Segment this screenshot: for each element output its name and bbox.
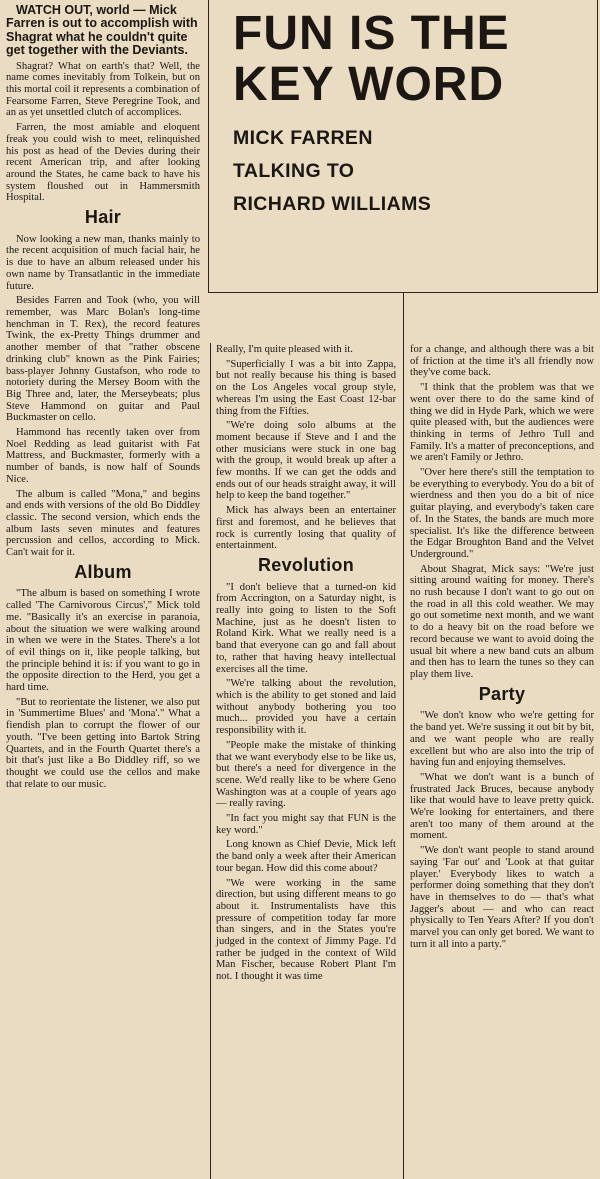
body-paragraph: "We're talking about the revolution, which is the ability to get stoned and laid without anybody bothering you too much... provided you have a certain responsibility with it. (216, 678, 396, 737)
body-paragraph: Besides Farren and Took (who, you will remember, was Marc Bolan's long-time henchman in T. Rex), the record features Twink, the ex-Pretty Things drummer and another member of that "rather obscene drinking club" known as the Pink Fairies; bass-player Johnny Gustafson, who rode to notoriety during the Mersey Boom with the Big Three and, later, the Merseybeats; plus Steve Hammond on guitar and Paul Buckmaster on cello. (6, 295, 200, 424)
byline-line-3: RICHARD WILLIAMS (233, 193, 432, 215)
byline (233, 122, 597, 221)
body-paragraph: "We don't know who we're getting for the band yet. We're sussing it out bit by bit, and we want people who are really excellent but who are also into the trip of having fun and enjoying themselves. (410, 710, 594, 769)
headline (233, 8, 597, 110)
subheading-album: Album (74, 561, 132, 582)
body-paragraph: "People make the mistake of thinking that we want everybody else to be like us, but there's a need for divergence in the scene. We'd really like to be where Geno Washington was at a couple of years ago — really raving. (216, 739, 396, 810)
body-paragraph: "What we don't want is a bunch of frustrated Jack Bruces, because anybody like that would have to leave pretty quick. We're looking for entertainers, and there aren't too many of them around at the moment. (410, 771, 594, 842)
column-rule (210, 343, 211, 1179)
body-paragraph: "The album is based on something I wrote called 'The Carnivorous Circus'," Mick told me. "Basically it's an exercise in paranoia, about the situation we were walking around in when we were in the States. There's a lot of evil things on it, like people talking, but the principle behind it is: if you want to go in the opposite direction to the Herd, you get a hard time. (6, 588, 200, 694)
body-paragraph: About Shagrat, Mick says: "We're just sitting around waiting for money. There's no rush because I don't want to go out on the road in all this cold weather. We may go out sometime next month, and we want to do a heavy bit on the road before we record because we want to avoid doing the usual bit where a new band cuts an album and then has to learn the tunes so they can play them live. (410, 563, 594, 680)
body-paragraph: "We're doing solo albums at the moment because if Steve and I and the other musicians were stuck in one bag with the group, it would break up after a few months. If we can get the odds and ends out of our heads straight away, it will help to keep the band together." (216, 420, 396, 502)
body-paragraph: "In fact you might say that FUN is the key word." (216, 813, 396, 836)
body-paragraph: Now looking a new man, thanks mainly to the recent acquisition of much facial hair, he is due to have an album released under his own name by Transatlantic in the immediate future. (6, 233, 200, 292)
subheading-party: Party (478, 683, 526, 704)
body-paragraph: "Superficially I was a bit into Zappa, but not really because his thing is based on the Los Angeles vocal group style, whereas I'm using the East Coast 12-bar thing from the Fifties. (216, 358, 396, 417)
subheading-revolution: Revolution (258, 554, 354, 575)
body-paragraph: "I think that the problem was that we went over there to do the same kind of thing we did in Hyde Park, which we were quite pleased with, but the audiences were thinking in terms of Jethro Tull and Family. It's a matter of preconceptions, and we aren't Family or Jethro. (410, 382, 594, 464)
column-3 (410, 344, 594, 953)
body-paragraph: The album is called "Mona," and begins and ends with versions of the old Bo Diddley classic. The second version, which ends the album lasts seven minutes and features percussion and cellos, according to Mick. Can't wait for it. (6, 488, 200, 559)
intro-paragraph: Shagrat? What on earth's that? Well, the name comes inevitably from Tolkein, but on this mortal coil it represents a combination of Fearsome Farren, Steve Peregrine Took, and an as yet unsettled clutch of accomplices. (6, 60, 200, 119)
body-paragraph: "We were working in the same direction, but using different means to go about it. Instrumentalists have this pressure of competition today far more than singers, and in the States you're judged in the context of Jimmy Page. I'd rather be judged in the context of Wild Man Fischer, because Robert Plant I'm not. I thought it was time (216, 877, 396, 983)
lead-paragraph: WATCH OUT, world — Mick Farren is out to accomplish with Shagrat what he couldn't quite get together with the Deviants. (6, 3, 198, 58)
subheading-hair: Hair (84, 207, 122, 228)
body-paragraph: Hammond has recently taken over from Noel Redding as lead guitarist with Fat Mattress, and Buckmaster, formerly with a number of bands, is now half of Sounds Nice. (6, 427, 200, 485)
headline-line-1: FUN IS THE (233, 7, 510, 60)
body-paragraph: Long known as Chief Devie, Mick left the band only a week after their American tour began. How did this come about? (216, 839, 396, 874)
body-paragraph: "We don't want people to stand around saying 'Far out' and 'Look at that guitar player.' Everybody likes to watch a performer doing something that they don't have in themselves to do — that's what Jagger's about — and who can react physically to Ten Years After? If you don't marvel you can only get bored. We want to turn it all into a party." (410, 845, 594, 950)
column-1 (6, 4, 200, 793)
body-paragraph: Mick has always been an entertainer first and foremost, and he believes that rock is currently losing that quality of entertainment. (216, 505, 396, 552)
body-paragraph: "Over here there's still the temptation to be everything to everybody. You do a bit of wierdness and then you do a bit of nice guitar playing, and everybody's taken care of. In the States, the bands are much more specialist. It's like the difference between the Edgar Broughton Band and the Velvet Underground." (410, 467, 594, 560)
intro-paragraph: Farren, the most amiable and eloquent freak you could wish to meet, relinquished his post as head of the Devies during their recent American trip, and after looking around the States, he came back to have his system floushed out in Hammersmith Hospital. (6, 122, 200, 204)
body-paragraph: for a change, and although there was a bit of friction at the time it's all friendly now they've come back. (410, 344, 594, 379)
byline-line-2: TALKING TO (233, 160, 355, 182)
byline-line-1: MICK FARREN (233, 127, 373, 149)
column-2 (216, 344, 396, 986)
headline-box (208, 0, 598, 293)
column-rule (403, 293, 404, 1179)
headline-line-2: KEY WORD (233, 58, 505, 111)
body-paragraph: "But to reorientate the listener, we also put in 'Summertime Blues' and 'Mona'." What a fiendish plan to corrupt the flower of our youth. "I've been getting into Bartok String Quartets, and in the Fourth Quartet there's a bit that's just like a Bo Diddley riff, so we thought we could use the cellos and make that relate to our music. (6, 696, 200, 790)
body-paragraph: "I don't believe that a turned-on kid from Accrington, on a Saturday night, is really into going to listen to the Soft Machine, just as he doesn't listen to Roland Kirk. What we really need is a band that everyone can go and fall about to, rather that having heavy intellectual exercises all the time. (216, 581, 396, 675)
body-paragraph: Really, I'm quite pleased with it. (216, 344, 353, 355)
